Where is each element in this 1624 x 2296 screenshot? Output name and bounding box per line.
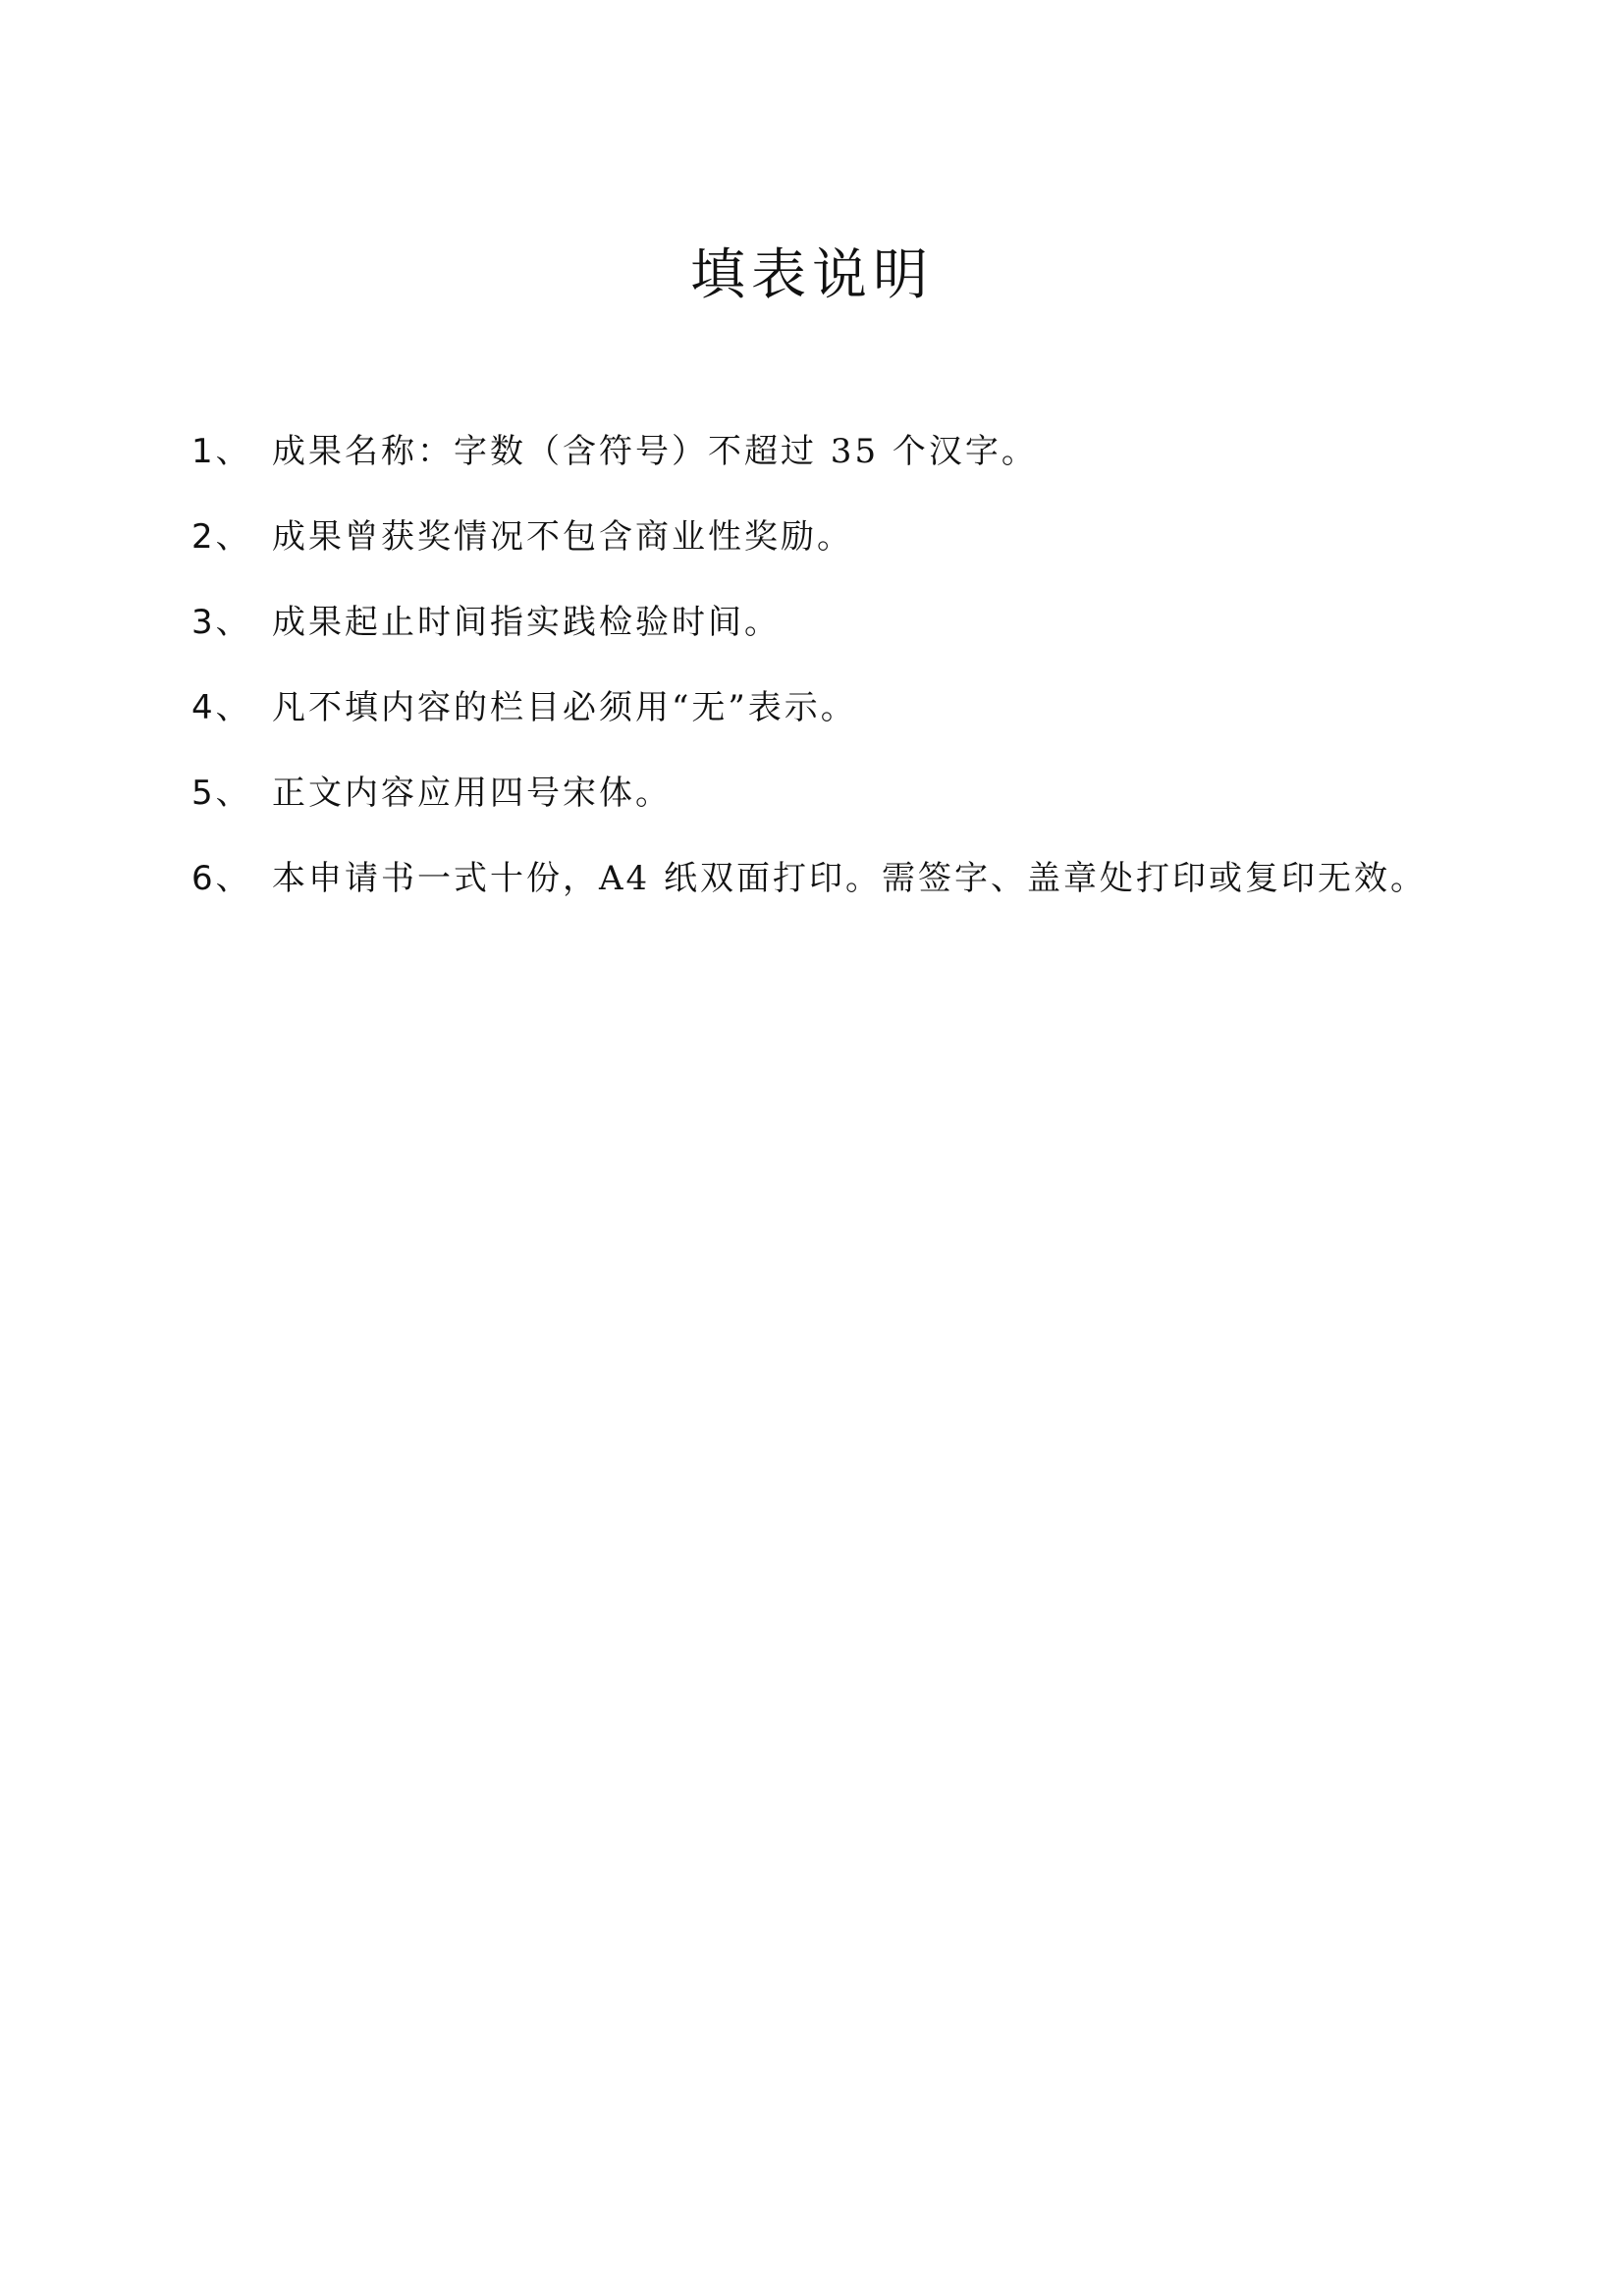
page-title: 填表说明	[690, 243, 934, 307]
instruction-item-1	[191, 422, 1468, 507]
instruction-item-3	[191, 593, 1468, 678]
instruction-number: 5、	[191, 774, 252, 813]
instruction-item-6	[191, 849, 1468, 934]
instruction-text: 正文内容应用四号宋体。	[272, 774, 672, 813]
instruction-number: 2、	[191, 517, 252, 557]
instruction-text: 成果名称：字数（含符号）不超过 35 个汉字。	[272, 432, 1038, 471]
instruction-item-4	[191, 678, 1468, 764]
instruction-text: 凡不填内容的栏目必须用“无”表示。	[272, 688, 857, 727]
instruction-text: 本申请书一式十份，A4 纸双面打印。需签字、盖章处打印或复印无效。	[272, 859, 1427, 898]
instruction-number: 1、	[191, 432, 252, 471]
instruction-number: 6、	[191, 859, 252, 898]
instruction-list	[191, 422, 1468, 934]
instruction-number: 4、	[191, 688, 252, 727]
instruction-item-5	[191, 764, 1468, 849]
instruction-number: 3、	[191, 603, 252, 642]
instruction-text: 成果起止时间指实践检验时间。	[272, 603, 781, 642]
instruction-text: 成果曾获奖情况不包含商业性奖励。	[272, 517, 853, 557]
instruction-item-2	[191, 507, 1468, 593]
